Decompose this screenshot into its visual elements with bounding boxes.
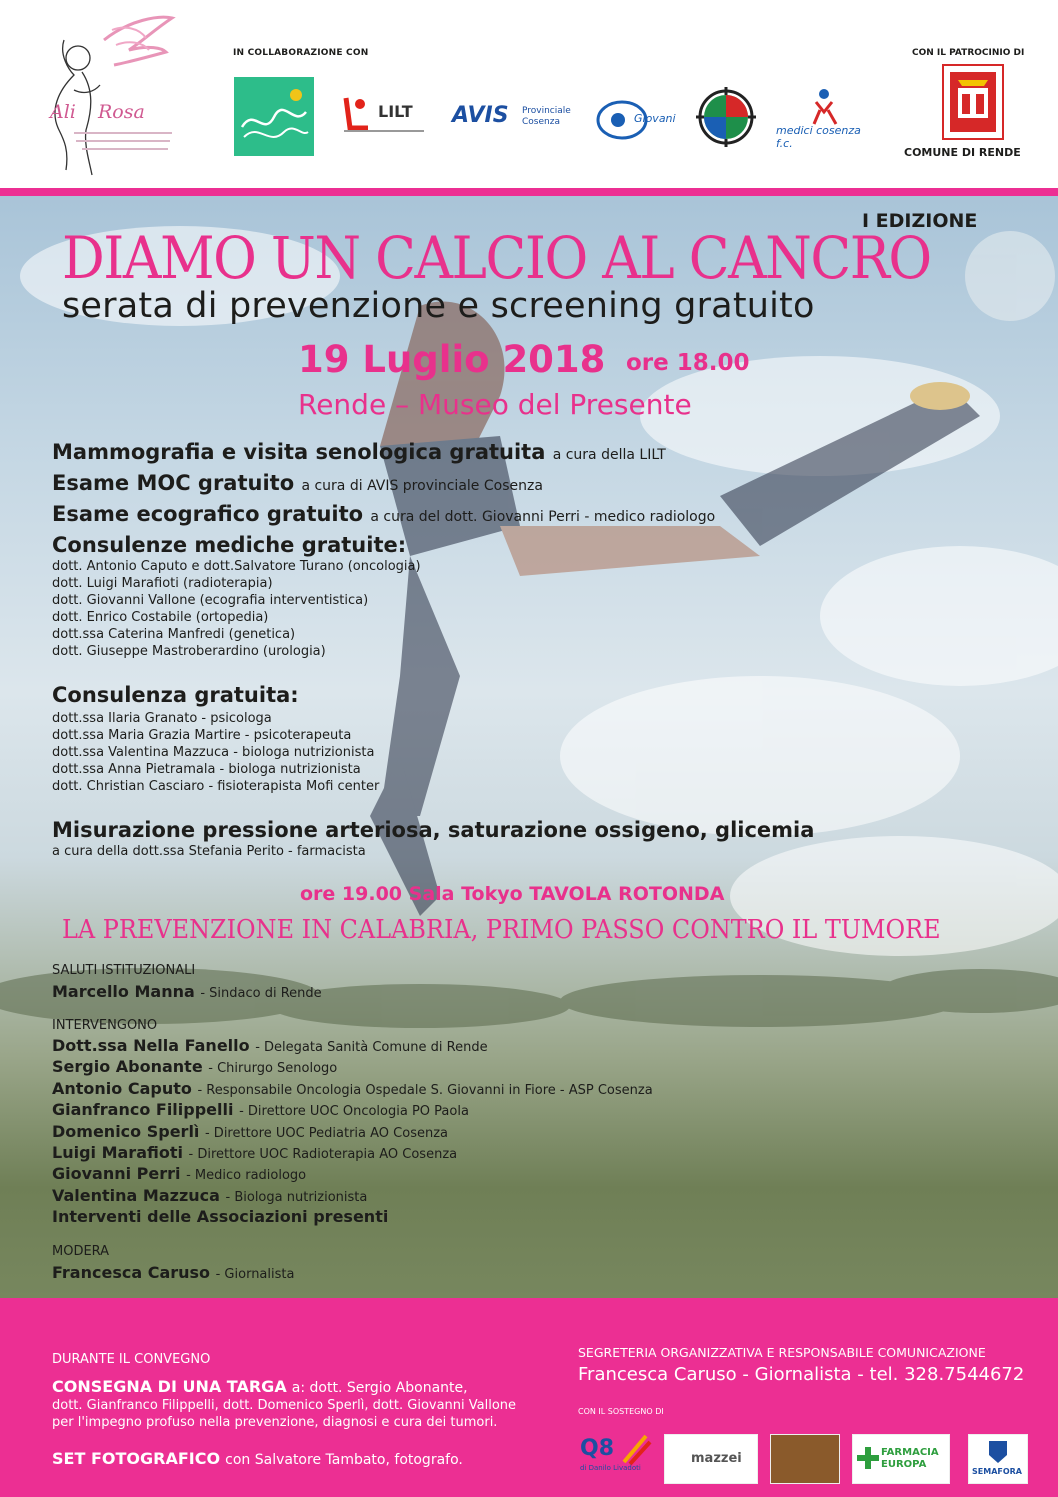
speaker-name: Dott.ssa Nella Fanello <box>52 1036 250 1055</box>
sponsor-semafora-label: SEMAFORA <box>972 1467 1022 1476</box>
speaker-name: Giovanni Perri <box>52 1164 181 1183</box>
exam-title: Mammografia e visita senologica gratuita <box>52 440 546 464</box>
pink-divider <box>0 188 1058 196</box>
sponsor-q8-label: Q8 <box>580 1436 615 1461</box>
medici-cosenza-label: medici cosenza f.c. <box>776 124 861 150</box>
sostegno-label: CON IL SOSTEGNO DI <box>578 1407 664 1416</box>
segreteria-label: SEGRETERIA ORGANIZZATIVA E RESPONSABILE COMUNICAZIONE <box>578 1345 986 1360</box>
intervengono-label: INTERVENGONO <box>52 1018 158 1033</box>
speaker-modera <box>52 1263 294 1282</box>
exam-title: Esame MOC gratuito <box>52 471 295 495</box>
doctor-item: dott. Luigi Marafioti (radioterapia) <box>52 576 273 591</box>
speaker-name: Francesca Caruso <box>52 1263 211 1282</box>
speaker-row <box>52 1036 488 1055</box>
edition-label: I EDIZIONE <box>862 210 978 232</box>
comune-label: COMUNE DI RENDE <box>904 146 1021 159</box>
speaker-role: - Chirurgo Senologo <box>208 1061 338 1076</box>
doctor-item: dott. Giovanni Vallone (ecografia interventistica) <box>52 593 369 608</box>
speaker-row <box>52 1079 653 1098</box>
set-fotografico <box>52 1449 463 1468</box>
lilt-logo <box>340 92 430 140</box>
giovani-label: Giovani <box>634 112 676 125</box>
doctor-item: dott. Enrico Costabile (ortopedia) <box>52 610 269 625</box>
event-title: DIAMO UN CALCIO AL CANCRO <box>62 224 931 292</box>
durante-label: DURANTE IL CONVEGNO <box>52 1352 211 1367</box>
sponsor-semafora <box>968 1434 1028 1484</box>
lilt-label: LILT <box>378 102 413 121</box>
sponsor-farmacia-label: FARMACIA EUROPA <box>881 1447 939 1470</box>
speaker-name: Luigi Marafioti <box>52 1143 183 1162</box>
speaker-name: Sergio Abonante <box>52 1057 203 1076</box>
avis-logo <box>452 103 572 133</box>
event-date: 19 Luglio 2018 <box>298 338 606 381</box>
exam-mammografia <box>52 440 666 464</box>
avis-provinciale: Provinciale <box>522 106 571 116</box>
contact-line: Francesca Caruso - Giornalista - tel. 328.7544672 <box>578 1364 1025 1385</box>
sponsor-q8 <box>578 1432 654 1480</box>
giovani-logo <box>596 98 676 140</box>
speaker-name: Domenico Sperlì <box>52 1122 200 1141</box>
collaboration-label: IN COLLABORAZIONE CON <box>233 48 369 58</box>
consulenze-mediche-heading: Consulenze mediche gratuite: <box>52 533 407 557</box>
sponsor-q8-sub: di Danilo Livadoti <box>580 1464 641 1472</box>
speaker-role: - Direttore UOC Pediatria AO Cosenza <box>204 1126 448 1141</box>
tavola-rotonda-title: LA PREVENZIONE IN CALABRIA, PRIMO PASSO CONTRO IL TUMORE <box>62 915 941 945</box>
speaker-role: - Biologa nutrizionista <box>225 1190 368 1205</box>
exam-detail: a cura del dott. Giovanni Perri - medico radiologo <box>370 509 716 525</box>
exam-ecografico <box>52 502 715 526</box>
ali-rosa-logo <box>34 10 176 180</box>
exam-moc <box>52 471 543 495</box>
consulenza-item: dott. Christian Casciaro - fisioterapista Mofi center <box>52 779 380 794</box>
consegna-line2: dott. Gianfranco Filippelli, dott. Domenico Sperlì, dott. Giovanni Vallone <box>52 1398 517 1413</box>
consulenza-item: dott.ssa Maria Grazia Martire - psicoterapeuta <box>52 728 352 743</box>
consegna-rest: a: dott. Sergio Abonante, <box>291 1380 468 1396</box>
tavola-rotonda-time: ore 19.00 Sala Tokyo TAVOLA ROTONDA <box>300 883 725 905</box>
speaker-row <box>52 1100 469 1119</box>
sponsor-bakery <box>770 1434 840 1484</box>
speaker-row <box>52 1057 337 1076</box>
speaker-name: Interventi delle Associazioni presenti <box>52 1207 389 1226</box>
ship-wheel-logo <box>694 85 758 149</box>
speaker-saluti <box>52 982 322 1001</box>
consegna-line3: per l'impegno profuso nella prevenzione, diagnosi e cura dei tumori. <box>52 1415 498 1430</box>
speaker-row <box>52 1122 448 1141</box>
doctor-item: dott. Giuseppe Mastroberardino (urologia) <box>52 644 326 659</box>
modera-label: MODERA <box>52 1244 110 1259</box>
speaker-row <box>52 1186 367 1205</box>
speaker-role: - Giornalista <box>215 1267 295 1282</box>
speaker-role: - Medico radiologo <box>186 1168 307 1183</box>
event-place: Rende – Museo del Presente <box>298 388 692 421</box>
partner-logo-green <box>234 77 314 156</box>
speaker-row <box>52 1164 306 1183</box>
speaker-role: - Delegata Sanità Comune di Rende <box>255 1040 488 1055</box>
medici-cosenza-logo <box>776 88 872 150</box>
doctor-item: dott.ssa Caterina Manfredi (genetica) <box>52 627 296 642</box>
misurazione-heading: Misurazione pressione arteriosa, saturazione ossigeno, glicemia <box>52 818 815 842</box>
speaker-role: - Direttore UOC Radioterapia AO Cosenza <box>188 1147 458 1162</box>
consegna-bold: CONSEGNA DI UNA TARGA <box>52 1377 287 1396</box>
speaker-name: Antonio Caputo <box>52 1079 192 1098</box>
consegna-line1 <box>52 1377 468 1396</box>
sponsor-farmacia <box>852 1434 950 1484</box>
saluti-label: SALUTI ISTITUZIONALI <box>52 963 196 978</box>
sponsor-mazzei <box>664 1434 758 1484</box>
speaker-name: Valentina Mazzuca <box>52 1186 220 1205</box>
patronage-label: CON IL PATROCINIO DI <box>912 48 1025 58</box>
sponsor-mazzei-label: mazzei <box>691 1451 742 1466</box>
consulenza-item: dott.ssa Anna Pietramala - biologa nutrizionista <box>52 762 361 777</box>
exam-title: Esame ecografico gratuito <box>52 502 364 526</box>
exam-detail: a cura di AVIS provinciale Cosenza <box>301 478 543 494</box>
speaker-row <box>52 1207 388 1226</box>
speaker-role: - Responsabile Oncologia Ospedale S. Giovanni in Fiore - ASP Cosenza <box>197 1083 653 1098</box>
header <box>0 0 1058 188</box>
svg-text:Ali: Ali <box>50 101 76 123</box>
doctor-item: dott. Antonio Caputo e dott.Salvatore Turano (oncologia) <box>52 559 421 574</box>
avis-cosenza: Cosenza <box>522 117 560 127</box>
consulenza-item: dott.ssa Valentina Mazzuca - biologa nutrizionista <box>52 745 375 760</box>
speaker-role: - Direttore UOC Oncologia PO Paola <box>239 1104 469 1119</box>
event-subtitle: serata di prevenzione e screening gratuito <box>62 286 815 326</box>
set-rest: con Salvatore Tambato, fotografo. <box>225 1452 463 1468</box>
set-bold: SET FOTOGRAFICO <box>52 1449 221 1468</box>
exam-detail: a cura della LILT <box>552 447 666 463</box>
avis-label: AVIS <box>452 103 509 128</box>
misurazione-detail: a cura della dott.ssa Stefania Perito - farmacista <box>52 844 366 859</box>
comune-di-rende-crest <box>942 64 1004 140</box>
speaker-name: Marcello Manna <box>52 982 195 1001</box>
speaker-name: Gianfranco Filippelli <box>52 1100 234 1119</box>
svg-text:Rosa: Rosa <box>98 101 145 123</box>
speaker-role: - Sindaco di Rende <box>200 986 322 1001</box>
speaker-row <box>52 1143 457 1162</box>
event-time: ore 18.00 <box>626 350 750 376</box>
consulenza-heading: Consulenza gratuita: <box>52 683 299 707</box>
consulenza-item: dott.ssa Ilaria Granato - psicologa <box>52 711 272 726</box>
